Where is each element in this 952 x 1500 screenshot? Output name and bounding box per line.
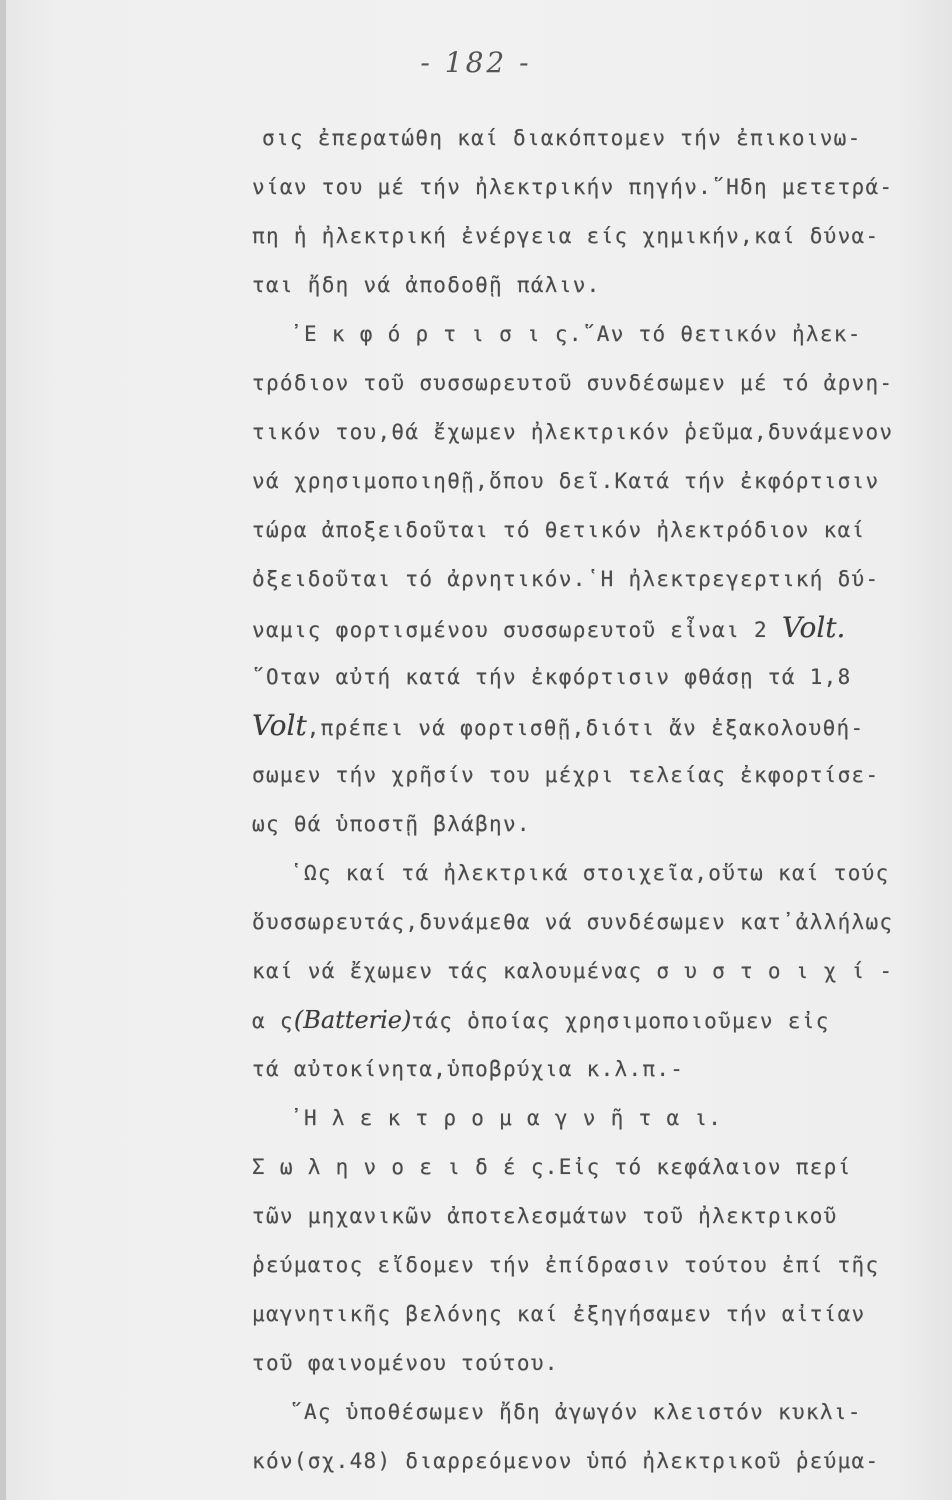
text-line: ῥεύματος εἴδομεν τήν ἐπίδρασιν τούτου ἐπί τῆς	[252, 1253, 880, 1277]
text-line: πη ἡ ἠλεκτρική ἐνέργεια είς χημικήν,καί δύνα-	[252, 224, 880, 248]
text-segment: ,πρέπει νά φορτισθῇ,διότι ἄν ἐξακολουθή-	[306, 716, 865, 740]
text-line: τά αὐτοκίνητα,ὑποβρύχια κ.λ.π.-	[252, 1057, 685, 1081]
text-line: ᾿Ε κ φ ό ρ τ ι σ ι ς.῞Αν τό θετικόν ἠλεκ-	[290, 322, 862, 346]
text-line: Σ ω λ η ν ο ε ι δ έ ς.Εἰς τό κεφάλαιον περί	[252, 1155, 852, 1179]
text-line: κόν(σχ.48) διαρρεόμενον ὑπό ἠλεκτρικοῦ ῥεύμα-	[252, 1449, 880, 1473]
text-segment: ναμις φορτισμένου συσσωρευτοῦ εἶναι 2	[252, 618, 782, 642]
page-number: - 182 -	[420, 46, 532, 79]
text-line: τικόν του,θά ἔχωμεν ἠλεκτρικόν ῥεῦμα,δυνάμενον	[252, 420, 894, 444]
text-line: νά χρησιμοποιηθῇ,ὅπου δεῖ.Κατά τήν ἐκφόρτισιν	[252, 469, 880, 493]
text-line: τρόδιον τοῦ συσσωρευτοῦ συνδέσωμεν μέ τό ἀρνη-	[252, 371, 894, 395]
text-line: ῞Οταν αὐτή κατά τήν ἐκφόρτισιν φθάσῃ τά 1,8	[252, 665, 852, 689]
text-line: σις ἐπερατώθη καί διακόπτομεν τήν ἐπικοινω-	[262, 126, 862, 150]
text-segment: τάς ὁποίας χρησιμοποιοῦμεν εἰς	[411, 1009, 830, 1033]
text-segment: α ς	[252, 1009, 294, 1033]
text-line: τῶν μηχανικῶν ἀποτελεσμάτων τοῦ ἠλεκτρικοῦ	[252, 1204, 838, 1228]
text-line: τώρα ἀποξειδοῦται τό θετικόν ἠλεκτρόδιον καί	[252, 518, 866, 542]
text-line: καί νά ἔχωμεν τάς καλουμένας σ υ σ τ ο ι χ ί -	[252, 959, 894, 983]
text-line	[252, 1006, 830, 1035]
text-line: ως θά ὑποστῇ βλάβην.	[252, 812, 531, 836]
text-line: ῾Ως καί τά ἠλεκτρικά στοιχεῖα,οὕτω καί τούς	[290, 861, 890, 885]
text-line: σωμεν τήν χρῆσίν του μέχρι τελείας ἐκφορτίσε-	[252, 763, 880, 787]
text-line: ὅυσσωρευτάς,δυνάμεθα νά συνδέσωμεν κατ᾿ἀλλήλως	[252, 910, 894, 934]
handwritten-volt: Volt.	[781, 611, 846, 644]
handwritten-volt: Volt	[252, 709, 307, 742]
text-line: ᾿Η λ ε κ τ ρ ο μ α γ ν ῆ τ α ι.	[290, 1106, 723, 1130]
text-line: ται ἤδη νά ἀποδοθῇ πάλιν.	[252, 273, 601, 297]
handwritten-batterie: (Batterie)	[293, 1006, 412, 1034]
text-line: ῞Ας ὑποθέσωμεν ἤδη ἀγωγόν κλειστόν κυκλι-	[290, 1400, 862, 1424]
text-line: ὀξειδοῦται τό ἀρνητικόν.῾Η ἠλεκτρεγερτική δύ-	[252, 567, 880, 591]
text-line: μαγνητικῆς βελόνης καί ἐξηγήσαμεν τήν αἰτίαν	[252, 1302, 866, 1326]
binding-edge	[0, 0, 6, 1500]
text-line	[252, 709, 865, 742]
text-line: νίαν του μέ τήν ἠλεκτρικήν πηγήν.῞Ηδη μετετρά-	[252, 175, 894, 199]
text-line	[252, 611, 846, 644]
text-line: τοῦ φαινομένου τούτου.	[252, 1351, 559, 1375]
